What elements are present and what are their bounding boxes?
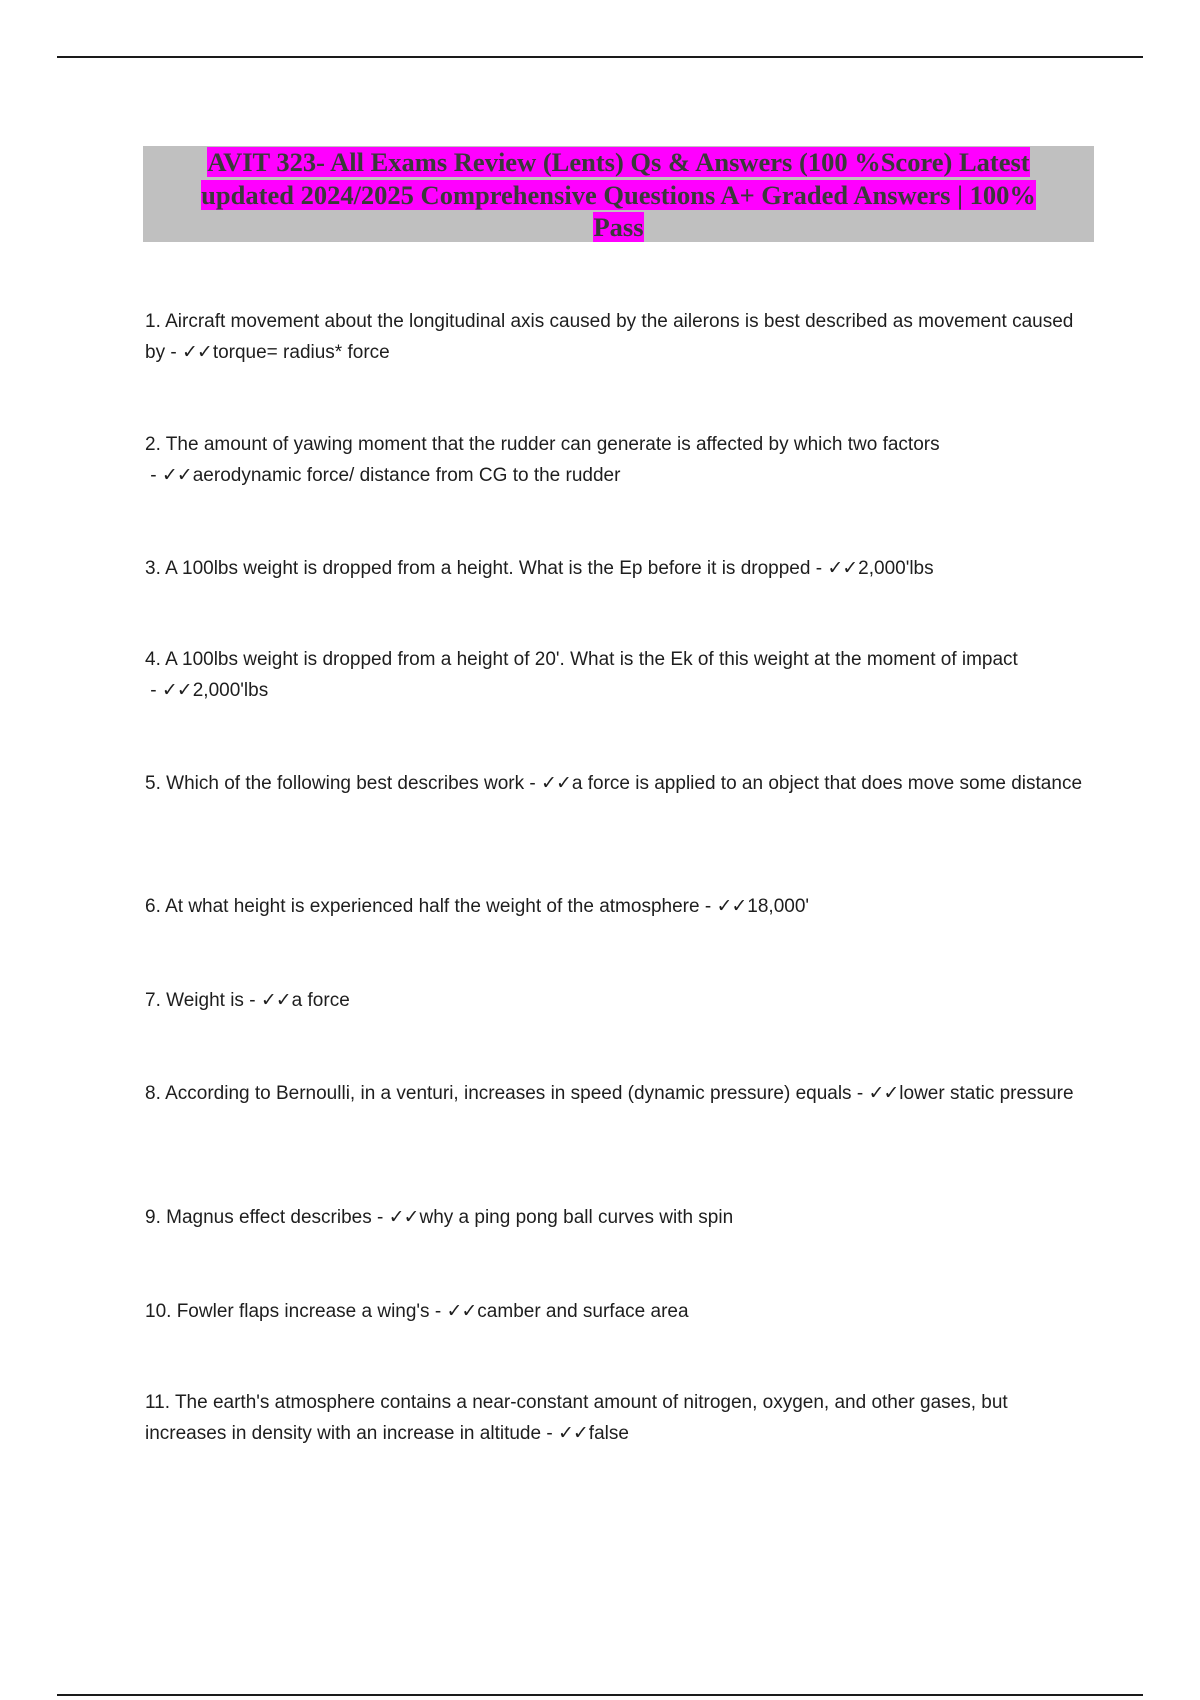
qa-item-2 — [145, 429, 1090, 491]
check-marks-icon: ✓✓ — [446, 1301, 477, 1322]
header-rule — [57, 56, 1143, 58]
qa-item-1 — [145, 306, 1090, 368]
answer-separator: - — [429, 1301, 447, 1322]
answer-separator: - — [699, 896, 717, 917]
question-number: 2. — [145, 434, 161, 455]
question-text: Which of the following best describes work — [166, 773, 525, 794]
answer-text: a force — [291, 990, 350, 1011]
title-line-2: updated 2024/2025 Comprehensive Questions A+ Graded Answers | 100% — [201, 179, 1036, 210]
question-text: Fowler flaps increase a wing's — [176, 1301, 430, 1322]
question-text: At what height is experienced half the weight of the atmosphere — [165, 896, 700, 917]
document-title — [143, 146, 1094, 242]
answer-text: 2,000'lbs — [192, 680, 269, 701]
answer-text: 18,000' — [747, 896, 810, 917]
question-text: A 100lbs weight is dropped from a height. What is the Ep before it is dropped — [165, 558, 811, 579]
question-text: Weight is — [166, 990, 244, 1011]
answer-separator: - — [810, 558, 828, 579]
question-number: 9. — [145, 1207, 161, 1228]
answer-separator: - — [165, 342, 182, 363]
answer-text: aerodynamic force/ distance from CG to the rudder — [192, 465, 621, 486]
answer-text: 2,000'lbs — [858, 558, 934, 579]
check-marks-icon: ✓✓ — [541, 773, 571, 794]
answer-text: torque= radius* force — [212, 342, 390, 363]
check-marks-icon: ✓✓ — [388, 1207, 419, 1228]
question-text: The amount of yawing moment that the rudder can generate is affected by which two factors — [165, 434, 940, 455]
answer-text: why a ping pong ball curves with spin — [419, 1207, 734, 1228]
check-marks-icon: ✓✓ — [161, 680, 192, 701]
question-text: According to Bernoulli, in a venturi, increases in speed (dynamic pressure) equals — [165, 1083, 852, 1104]
answer-separator: - — [145, 680, 162, 701]
qa-item-10 — [145, 1296, 1090, 1327]
check-marks-icon: ✓✓ — [868, 1083, 899, 1104]
qa-item-9 — [145, 1202, 1090, 1233]
qa-item-8 — [145, 1078, 1090, 1109]
qa-item-3 — [145, 553, 1090, 584]
answer-separator: - — [851, 1083, 869, 1104]
answer-text: a force is applied to an object that does move some distance — [571, 773, 1083, 794]
question-number: 3. — [145, 558, 161, 579]
qa-item-11 — [145, 1387, 1090, 1449]
answer-text: false — [588, 1423, 629, 1444]
answer-separator: - — [243, 990, 261, 1011]
title-line-3: Pass — [593, 212, 644, 242]
qa-item-5 — [145, 768, 1090, 799]
answer-separator: - — [524, 773, 542, 794]
question-number: 8. — [145, 1083, 161, 1104]
answer-separator: - — [145, 465, 162, 486]
qa-item-7 — [145, 985, 1090, 1016]
question-text: Magnus effect describes — [166, 1207, 372, 1228]
check-marks-icon: ✓✓ — [716, 896, 747, 917]
question-number: 11. — [145, 1392, 171, 1413]
check-marks-icon: ✓✓ — [557, 1423, 588, 1444]
title-line-1: AVIT 323- All Exams Review (Lents) Qs & Answers (100 %Score) Latest — [207, 147, 1030, 177]
check-marks-icon: ✓✓ — [181, 342, 212, 363]
qa-item-4 — [145, 644, 1090, 706]
question-text: Aircraft movement about the longitudinal axis caused by the ailerons is best described as movement caused by — [145, 311, 1074, 363]
question-number: 10. — [145, 1301, 172, 1322]
answer-separator: - — [371, 1207, 389, 1228]
question-number: 6. — [145, 896, 161, 917]
question-number: 4. — [145, 649, 161, 670]
answer-text: camber and surface area — [477, 1301, 689, 1322]
question-number: 1. — [145, 311, 161, 332]
check-marks-icon: ✓✓ — [827, 558, 858, 579]
question-number: 5. — [145, 773, 161, 794]
answer-separator: - — [541, 1423, 558, 1444]
answer-text: lower static pressure — [899, 1083, 1074, 1104]
question-text: The earth's atmosphere contains a near-constant amount of nitrogen, oxygen, and other gases, but increases in density with an increase in altitude — [145, 1392, 1008, 1444]
footer-rule — [57, 1694, 1143, 1696]
qa-item-6 — [145, 891, 1090, 922]
check-marks-icon: ✓✓ — [260, 990, 291, 1011]
check-marks-icon: ✓✓ — [161, 465, 192, 486]
question-number: 7. — [145, 990, 161, 1011]
question-text: A 100lbs weight is dropped from a height of 20'. What is the Ek of this weight at the moment of impact — [165, 649, 1018, 670]
